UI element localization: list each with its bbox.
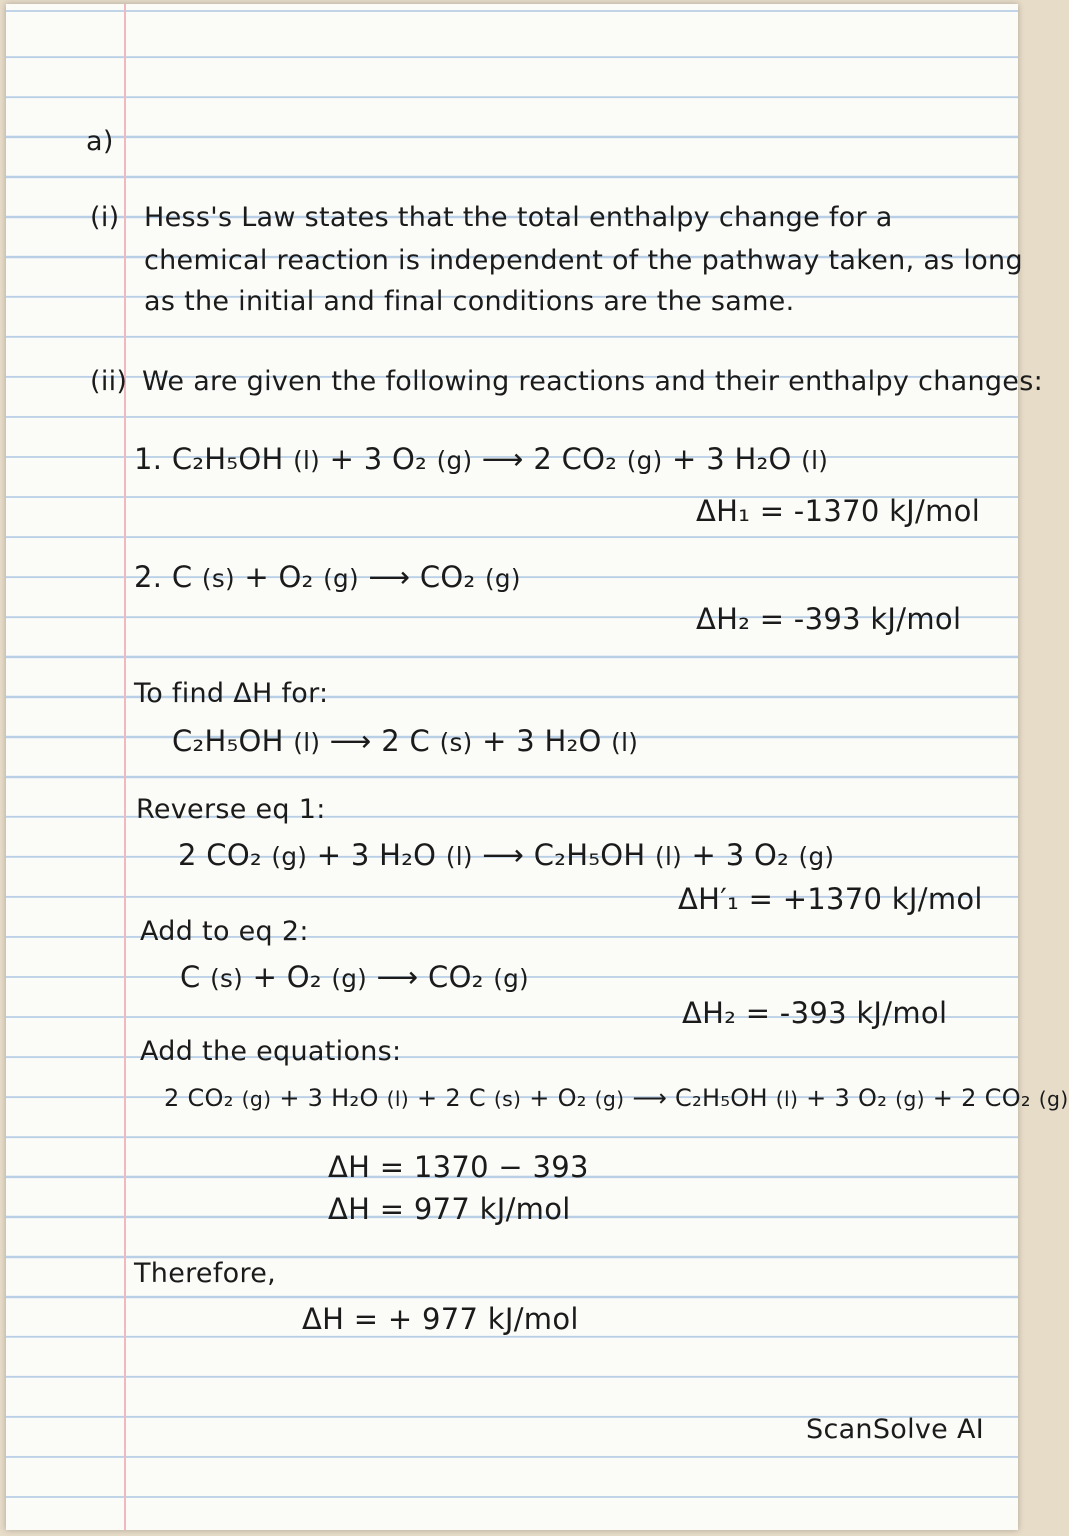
phase-label: (g)	[594, 1087, 625, 1111]
phase-label: (s)	[439, 728, 473, 757]
species: 3 H₂O	[516, 724, 602, 758]
plus-sign: +	[279, 1084, 300, 1112]
phase-label: (s)	[201, 564, 235, 593]
species: O₂	[286, 960, 322, 994]
calc-line-2: ΔH = 977 kJ/mol	[328, 1192, 571, 1226]
phase-label: (g)	[331, 964, 368, 993]
add-label: Add to eq 2:	[140, 916, 309, 947]
final-answer: ΔH = + 977 kJ/mol	[302, 1302, 579, 1336]
species: C	[171, 560, 193, 594]
species: C₂H₅OH	[172, 724, 284, 758]
reaction-arrow: ⟶	[376, 960, 419, 994]
added-reaction	[180, 960, 529, 994]
notebook-page	[6, 4, 1069, 1530]
part-ii-intro: We are given the following reactions and their enthalpy changes:	[142, 366, 1043, 397]
hess-law-line-2: chemical reaction is independent of the pathway taken, as long	[144, 245, 1023, 276]
plus-sign: +	[329, 442, 355, 476]
species: 3 O₂	[363, 442, 428, 476]
phase-label: (g)	[323, 564, 359, 593]
phase-label: (g)	[798, 842, 835, 871]
phase-label: (l)	[293, 446, 321, 475]
phase-label: (l)	[293, 728, 321, 757]
species: C₂H₅OH	[675, 1084, 768, 1112]
target-equation	[172, 724, 638, 758]
phase-label: (l)	[775, 1087, 799, 1111]
reversed-equation	[178, 838, 834, 872]
phase-label: (s)	[493, 1087, 522, 1111]
species: 3 H₂O	[350, 838, 437, 872]
phase-label: (g)	[493, 964, 529, 993]
delta-h2-repeat: ΔH₂ = -393 kJ/mol	[682, 996, 948, 1030]
plus-sign: +	[244, 560, 270, 594]
reaction-arrow: ⟶	[482, 838, 525, 872]
species: 2 CO₂	[533, 442, 618, 476]
phase-label: (g)	[895, 1087, 925, 1111]
species: CO₂	[419, 560, 476, 594]
phase-label: (l)	[801, 446, 829, 475]
find-label: To find ΔH for:	[134, 678, 329, 709]
plus-sign: +	[806, 1084, 827, 1112]
species: 2 CO₂	[961, 1084, 1031, 1112]
species: 2 C	[381, 724, 431, 758]
plus-sign: +	[316, 838, 342, 872]
margin-line	[124, 4, 126, 1530]
phase-label: (g)	[1038, 1087, 1069, 1111]
equation-2	[134, 560, 521, 594]
phase-label: (l)	[655, 842, 683, 871]
reaction-arrow: ⟶	[368, 560, 411, 594]
phase-label: (l)	[386, 1087, 410, 1111]
species: 3 O₂	[725, 838, 790, 872]
plus-sign: +	[672, 442, 697, 476]
reverse-label: Reverse eq 1:	[136, 794, 326, 825]
phase-label: (s)	[210, 964, 244, 993]
reaction-arrow: ⟶	[481, 442, 524, 476]
phase-label: (g)	[626, 446, 663, 475]
species: O₂	[557, 1084, 587, 1112]
species: 3 O₂	[834, 1084, 888, 1112]
plus-sign: +	[417, 1084, 438, 1112]
species: C	[180, 960, 201, 994]
equation-1	[134, 442, 828, 476]
plus-sign: +	[252, 960, 278, 994]
species: O₂	[278, 560, 314, 594]
add-equations-label: Add the equations:	[140, 1036, 402, 1067]
part-i-label: (i)	[90, 202, 120, 233]
delta-h1: ΔH₁ = -1370 kJ/mol	[696, 494, 981, 528]
reversed-reaction	[178, 838, 834, 872]
phase-label: (g)	[241, 1087, 272, 1111]
calc-line-1: ΔH = 1370 − 393	[328, 1150, 589, 1184]
hess-law-line-1: Hess's Law states that the total enthalpy change for a	[144, 202, 893, 233]
species: 3 H₂O	[706, 442, 792, 476]
equation-1-reaction	[172, 442, 828, 476]
equation-2-reaction	[172, 560, 521, 594]
therefore-label: Therefore,	[134, 1258, 277, 1289]
part-ii-label: (ii)	[90, 366, 128, 397]
species: C₂H₅OH	[171, 442, 284, 476]
delta-h2: ΔH₂ = -393 kJ/mol	[696, 602, 962, 636]
scansolve-watermark: ScanSolve AI	[806, 1414, 985, 1445]
added-equation	[180, 960, 529, 994]
species: C₂H₅OH	[533, 838, 646, 872]
species: 2 C	[445, 1084, 486, 1112]
phase-label: (g)	[485, 564, 521, 593]
plus-sign: +	[932, 1084, 954, 1112]
part-a-label: a)	[86, 126, 114, 157]
species: CO₂	[428, 960, 484, 994]
target-reaction	[172, 724, 638, 758]
reaction-arrow: ⟶	[632, 1084, 668, 1112]
equation-1-number: 1.	[134, 442, 163, 476]
plus-sign: +	[482, 724, 507, 758]
plus-sign: +	[529, 1084, 550, 1112]
species: 2 CO₂	[164, 1084, 234, 1112]
plus-sign: +	[691, 838, 717, 872]
hess-law-line-3: as the initial and final conditions are the same.	[144, 286, 795, 317]
phase-label: (l)	[445, 842, 473, 871]
species: 3 H₂O	[307, 1084, 379, 1112]
reaction-arrow: ⟶	[329, 724, 372, 758]
species: 2 CO₂	[178, 838, 262, 872]
delta-h1-prime: ΔH′₁ = +1370 kJ/mol	[678, 882, 983, 916]
combined-reaction	[164, 1084, 1069, 1112]
phase-label: (g)	[436, 446, 473, 475]
phase-label: (l)	[611, 728, 639, 757]
equation-2-number: 2.	[134, 560, 163, 594]
phase-label: (g)	[271, 842, 308, 871]
combined-equation	[164, 1084, 1069, 1112]
